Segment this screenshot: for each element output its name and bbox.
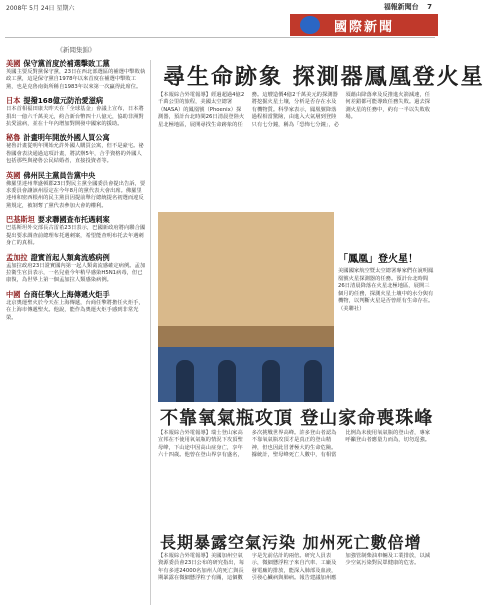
header-divider (5, 37, 435, 38)
brief-headline: 佛州民主黨員告黨中央 (23, 170, 96, 180)
brief-body: 祕魯計畫從明年開始允許外國人購買公寓，但不是豪宅。祕魯國會表決通過這項計畫，將試辦5年，合乎資格的外國人包括那些與祕魯公民結婚者，直接投資者等。 (6, 143, 144, 165)
brief-body: 北京奧運聖火於今天在上海傳遞，台商任擎將擔任火炬手，在上海市傳遞聖火。他說，能作為奧運火炬手感到非常光榮。 (6, 299, 144, 321)
page-number: 7 (427, 3, 432, 11)
story1-body: 【本報綜合外電報導】經過超過4億2千萬公里的旅程，美國太空總署（NASA）的鳳凰號（Phoenix）探測器，預計台北時間26日清晨登陸火星北極地區，展開尋找生命跡象的任務。這艘造價4億2千萬美元的探測器將挖掘火星土壤，分析是否存在水及有機物質。科學家表示，鳳凰號降落過程相當驚險，由進入大氣層到登陸只有七分鐘，稱為「恐怖七分鐘」，必須藉由降落傘及反推進火箭減速，任何差錯都可能導致任務失敗。過去探測火星的任務中，約有一半以失敗收場。 (158, 92, 431, 128)
story2-body: 【本報綜合外電報導】瑞士登山家高宣邦在不使用氧氣瓶的情況下攻頂聖母峰，下山途中因高山症身亡，享年六十四歲。他曾在登山界享有盛名，多次挑戰世界高峰。許多登山者認為不靠氧氣瓶攻頂才是真正的登山精神，但也因此冒著極大的生命危險。據統計，聖母峰死亡人數中，有相當比例為未使用氧氣瓶的登山者，專家呼籲登山者應量力而為，切勿逞強。 (158, 430, 431, 459)
briefs-column-title: 《新聞集錦》 (56, 46, 96, 54)
person-figure (262, 360, 280, 402)
paper-name: 福報新聞台 (383, 3, 419, 11)
brief-country: 日本 (6, 96, 21, 106)
brief-country: 秘魯 (6, 133, 21, 143)
brief-headline: 要求聯國查布托遇刺案 (37, 215, 110, 225)
briefs-column (6, 42, 146, 322)
story3-headline: 長期暴露空氣污染 加州死亡數倍增 (160, 533, 422, 552)
person-figure (304, 360, 322, 402)
brief-country: 中國 (6, 289, 21, 299)
section-title: 國際新聞 (333, 19, 394, 35)
person-figure (176, 360, 194, 402)
brief-title (6, 133, 146, 142)
brief-body: 英國主要反對黨保守黨，23日在西北部選區的補選中擊敗執政工黨，這是保守黨自1978年以來首度在補選中擊敗工黨，也是克魯南街所稱自1983年以來第一次贏得此席位。 (6, 69, 146, 90)
brief-title (6, 59, 146, 68)
photo-backdrop (158, 212, 334, 326)
story1-headline: 尋生命跡象 探測器鳳凰登火星 (163, 65, 485, 90)
issue-date: 2008年 5月 24日 星期六 (6, 5, 75, 12)
briefs-list (6, 59, 146, 322)
brief-title (6, 171, 146, 180)
brief-headline: 計畫明年開放外國人買公寓 (23, 133, 110, 143)
page-header (384, 2, 432, 12)
brief-headline: 證實首起人類禽流感病例 (30, 252, 110, 262)
brief-headline: 台商任擎火上海傳遞火炬手 (23, 289, 110, 299)
brief-body: 孟加拉政府23日證實國內第一起人類禽流感確定病例。孟加拉衛生官員表示，一名兒童今年稍早感染H5N1病毒，但已康復，為世界上第一個孟加拉人類感染病例。 (6, 262, 146, 284)
brief-headline: 提撥168億元防治愛滋病 (23, 96, 104, 106)
globe-icon (300, 16, 320, 34)
brief-title (6, 215, 146, 224)
brief-headline: 保守黨首度於補選擊敗工黨 (23, 59, 110, 68)
column-divider (150, 60, 151, 605)
brief-country: 美國 (6, 59, 21, 68)
brief-country: 孟加拉 (6, 252, 28, 262)
brief-body: 巴基斯坦外交部長古雷希23日表示，巴國新政府將向聯合國提出要求調查前總理布托遇刺案，希望能查明布托去年遇刺身亡的真相。 (6, 225, 146, 247)
story2-headline: 不靠氧氣瓶攻頂 登山家命喪珠峰 (160, 408, 434, 429)
brief-title (6, 96, 146, 105)
brief-country: 英國 (6, 170, 21, 180)
brief-body: 日本首相福田康夫昨天在「全球基金」會議上宣布，日本將捐出一億六千萬美元，約合新台幣四十八億元，協助非洲對抗愛滋病，並在十年內增加對開發中國家的援助。 (6, 106, 144, 128)
brief-country: 巴基斯坦 (6, 215, 35, 225)
brief-title (6, 290, 146, 299)
brief-title (6, 253, 146, 262)
story3-body: 【本報綜合外電報導】美國加州空氣資源委員會23日公布的研究指出，每年有多達24000名加州人的死亡與長期暴露在微細懸浮粒子有關，這個數字是先前估計的兩倍。研究人員表示，微細懸浮粒子來自汽車、工廠及發電廠的排放，能深入肺部及血液，引發心臟病與肺病。報告建議加州應加強管制柴油車輛及工業排放，以減少空氣污染對民眾健康的危害。 (158, 553, 431, 582)
photo-panel-people (158, 347, 334, 402)
caption-title: 「鳳凰」登火星！ (338, 254, 418, 265)
photo-caption (338, 250, 434, 402)
person-figure (218, 360, 236, 402)
brief-body: 佛羅里達州華盛頓郡23日對民主黨全國委員會提出告訴，要求委員會讓該州原定在今年8月的黨代表大會出席。佛羅里達州和密西根州的民主黨員因提前舉行總統提名初選而違反黨規定，被剝奪了黨代表參加大會的權利。 (6, 180, 146, 209)
press-conference-photo (158, 212, 334, 402)
caption-body: 美國國家航空暨太空總署專家們在說明鳳凰號火星探測器的任務。預計台北時間26日清晨降落在火星北極地區，展開三個月的任務，探測火星土壤中的水分與有機物，以判斷火星是否曾經有生命存在。（美聯社） (338, 268, 434, 312)
